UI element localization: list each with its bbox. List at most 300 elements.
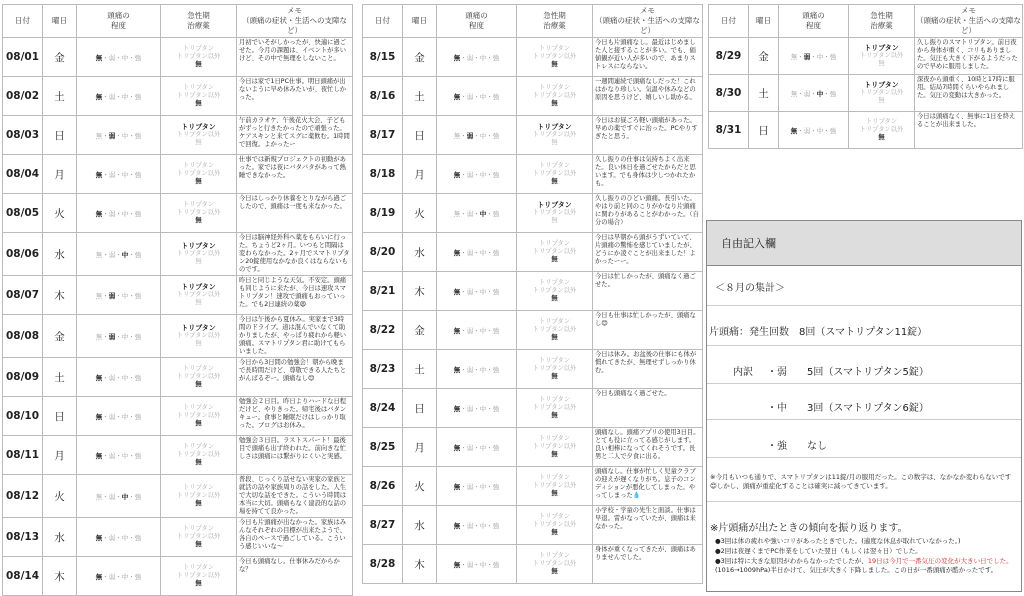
severity-option: 中 (121, 492, 129, 501)
memo-cell: 今日はお昼ごろ軽い頭痛があった。早めの薬ですぐに治った。PCやりすぎたと思う。 (593, 116, 703, 155)
med-triptan: トリプタン (181, 283, 216, 291)
date-cell: 08/04 (3, 155, 43, 194)
memo-cell: 深夜から頭重く、10時と17時に服用。結局7時間くらいやられました。気圧の変動は大きかった。 (915, 75, 1023, 112)
table-row (363, 194, 703, 233)
med-none: 無 (195, 100, 202, 107)
severity-option: 中 (479, 365, 487, 374)
severity-option: 中 (121, 332, 129, 341)
medication-cell (517, 545, 593, 584)
date-cell: 08/11 (3, 436, 43, 475)
med-none: 無 (195, 139, 202, 146)
med-triptan: トリプタン (182, 365, 215, 372)
medication-cell (517, 194, 593, 233)
med-none: 無 (551, 256, 558, 263)
dow-cell: 日 (43, 397, 77, 436)
medication-cell (161, 358, 237, 397)
severity-cell: 無・弱・中・強 (437, 116, 517, 155)
date-cell: 08/09 (3, 358, 43, 397)
dow-cell: 木 (403, 272, 437, 311)
med-triptan: トリプタン (182, 564, 215, 571)
severity-option: 無 (95, 250, 103, 259)
table-row (3, 358, 353, 397)
severity-option: 無 (453, 287, 461, 296)
date-cell: 08/01 (3, 38, 43, 77)
med-other: トリプタン以外 (176, 492, 221, 499)
severity-option: 強 (492, 53, 500, 62)
medication-cell (161, 233, 237, 276)
memo-cell: 勉強会３日目。ラストスパート！最後目で頭痛も出ず終われた。前向きな忙しさは頭痛には繋がりにくいと実感。 (237, 436, 353, 475)
med-triptan: トリプタン (181, 242, 216, 250)
memo-cell: 小学校・学童の先生と面談。仕事は早退。雷がなっていたが、頭痛は来なかった。 (593, 506, 703, 545)
date-cell: 08/13 (3, 518, 43, 557)
severity-cell: 無・弱・中・強 (77, 38, 161, 77)
med-other: トリプタン以外 (176, 53, 221, 60)
severity-option: 無 (453, 404, 461, 413)
date-cell: 8/17 (363, 116, 403, 155)
severity-option: 中 (479, 404, 487, 413)
medication-cell (517, 350, 593, 389)
header-dow: 曜日 (749, 5, 779, 38)
table-row (363, 38, 703, 77)
date-cell: 8/16 (363, 77, 403, 116)
date-cell: 08/03 (3, 116, 43, 155)
med-triptan: トリプタン (538, 162, 571, 169)
severity-option: 中 (121, 451, 129, 460)
severity-option: 中 (479, 443, 487, 452)
free-entry-section (706, 220, 1022, 592)
severity-option: 弱 (466, 482, 474, 491)
memo-cell: 今日は脳神経外科へ薬をもらいに行った。ちょうど2ヶ月。いつもと間隔は変わらなかった。2ヶ月でスマトリプタン20錠使用なかなか良くはならないものです。 (237, 233, 353, 276)
diary-table-2 (362, 4, 703, 584)
severity-option: 強 (492, 521, 500, 530)
memo-cell: 一週間連続で頭痛なしだった！これはかなり珍しい。気温や休みなどの原因を思うけど、嬉しいし助かる。 (593, 77, 703, 116)
severity-option: 無 (95, 533, 103, 542)
medication-cell (849, 38, 915, 75)
severity-option: 弱 (466, 248, 474, 257)
severity-option: 弱 (466, 521, 474, 530)
med-triptan: トリプタン (538, 513, 571, 520)
severity-option: 強 (492, 365, 500, 374)
medication-cell (517, 311, 593, 350)
dow-cell: 月 (403, 155, 437, 194)
date-cell: 08/14 (3, 557, 43, 596)
severity-cell: 無・弱・中・強 (437, 467, 517, 506)
severity-cell: 無・弱・中・強 (437, 506, 517, 545)
table-row (3, 155, 353, 194)
dow-cell: 水 (403, 506, 437, 545)
severity-option: 弱 (108, 412, 116, 421)
med-none: 無 (878, 134, 885, 141)
severity-option: 無 (453, 170, 461, 179)
med-triptan: トリプタン (864, 81, 899, 89)
table-row (709, 38, 1023, 75)
dow-cell: 土 (403, 77, 437, 116)
dow-cell: 火 (403, 467, 437, 506)
severity-option: 無 (95, 373, 103, 382)
medication-cell (161, 116, 237, 155)
severity-option: 弱 (108, 209, 116, 218)
severity-option: 無 (453, 92, 461, 101)
severity-option: 弱 (108, 332, 116, 341)
severity-option: 無 (95, 451, 103, 460)
severity-option: 強 (134, 451, 142, 460)
med-none: 無 (195, 61, 202, 68)
med-other: トリプタン以外 (532, 209, 577, 216)
memo-cell: 今日も頭痛なく過ごせた。 (593, 389, 703, 428)
severity-option: 弱 (466, 209, 474, 218)
severity-option: 中 (121, 92, 129, 101)
severity-option: 無 (95, 170, 103, 179)
tendency-2: ●2回は夜遅くまでPC作業をしていた翌日（もしくは翌々日）でした。 (715, 547, 922, 555)
severity-option: 強 (492, 170, 500, 179)
header-dow: 曜日 (403, 5, 437, 38)
dow-cell: 土 (749, 75, 779, 112)
med-triptan: トリプタン (182, 484, 215, 491)
dow-cell: 土 (43, 77, 77, 116)
severity-option: 強 (492, 443, 500, 452)
medication-cell (517, 428, 593, 467)
dow-cell: 木 (403, 545, 437, 584)
med-none: 無 (195, 500, 202, 507)
med-none: 無 (551, 334, 558, 341)
table-row (363, 389, 703, 428)
severity-option: 弱 (466, 287, 474, 296)
date-cell: 08/07 (3, 276, 43, 315)
severity-option: 中 (121, 131, 129, 140)
tendency-3 (715, 557, 1015, 575)
dow-cell: 火 (43, 475, 77, 518)
med-none: 無 (195, 178, 202, 185)
summary-note: ※今月もいつも通りで、スマトリプタンは11錠/月の服用だった。この数字は、なかなか変わらないです😊しかし、頭痛が重症化することは確実に減ってきています。 (710, 473, 1012, 490)
severity-option: 中 (479, 248, 487, 257)
med-none: 無 (195, 217, 202, 224)
med-none: 無 (551, 139, 558, 146)
medication-cell (161, 77, 237, 116)
memo-cell: 頭痛なし。仕事が忙しく児童クラブの迎えが遅くなりがち。息子のコンディションが悪化してしまった。やってしまった💧 (593, 467, 703, 506)
severity-cell: 無・弱・中・強 (437, 350, 517, 389)
breakdown-label: 内訳 (733, 367, 753, 378)
severity-option: 無 (453, 482, 461, 491)
severity-option: 強 (134, 373, 142, 382)
memo-cell: 今日も仕事は忙しかったが、頭痛なし😊 (593, 311, 703, 350)
severity-cell: 無・弱・中・強 (77, 194, 161, 233)
med-none: 無 (551, 217, 558, 224)
medication-cell (517, 389, 593, 428)
severity-option: 強 (134, 492, 142, 501)
severity-option: 強 (134, 250, 142, 259)
severity-option: 無 (453, 131, 461, 140)
med-other: トリプタン以外 (532, 521, 577, 528)
header-severity: 頭痛の 程度 (779, 5, 849, 38)
memo-cell: 身体が重くなってきたが、頭痛はありませんでした。 (593, 545, 703, 584)
med-other: トリプタン以外 (532, 482, 577, 489)
dow-cell: 月 (403, 428, 437, 467)
severity-option: 弱 (803, 89, 811, 98)
header-date: 日付 (709, 5, 749, 38)
med-triptan: トリプタン (181, 324, 216, 332)
medication-cell (517, 272, 593, 311)
medication-cell (161, 38, 237, 77)
severity-option: 無 (95, 332, 103, 341)
memo-cell: 今日はしっかり休養をとりながら過ごしたので、頭痛は一度も来なかった。 (237, 194, 353, 233)
med-none: 無 (195, 381, 202, 388)
date-cell: 8/21 (363, 272, 403, 311)
severity-cell: 無・弱・中・強 (77, 557, 161, 596)
med-triptan: トリプタン (182, 45, 215, 52)
med-triptan: トリプタン (182, 525, 215, 532)
severity-option: 弱 (466, 365, 474, 374)
med-triptan: トリプタン (865, 118, 898, 125)
severity-option: 中 (479, 170, 487, 179)
table-row (3, 77, 353, 116)
med-triptan: トリプタン (182, 404, 215, 411)
dow-cell: 土 (43, 358, 77, 397)
severity-cell: 無・弱・中・強 (77, 436, 161, 475)
severity-cell: 無・弱・中・強 (779, 112, 849, 149)
medication-cell (849, 75, 915, 112)
severity-option: 強 (492, 482, 500, 491)
severity-option: 強 (492, 209, 500, 218)
med-none: 無 (878, 97, 885, 104)
severity-option: 強 (492, 248, 500, 257)
severity-option: 強 (134, 53, 142, 62)
memo-cell: 今日も片頭痛なし。最近はじめました人と接することが多い。でも、価値観が近い人が多いので、あまりストレスにならない。 (593, 38, 703, 77)
date-cell: 8/29 (709, 38, 749, 75)
severity-option: 中 (121, 170, 129, 179)
severity-option: 無 (453, 521, 461, 530)
memo-cell: 久し振りのひどい頭痛。長引いた。やはり前と同のこりがかなり片頭痛に関わりがあることがわかった。（自分の場合） (593, 194, 703, 233)
medication-cell (161, 276, 237, 315)
severity-option: 無 (95, 412, 103, 421)
medication-cell (161, 475, 237, 518)
severity-option: 強 (134, 412, 142, 421)
med-none: 無 (551, 100, 558, 107)
med-none: 無 (195, 459, 202, 466)
date-cell: 08/12 (3, 475, 43, 518)
med-none: 無 (551, 451, 558, 458)
table-row (3, 518, 353, 557)
severity-option: 中 (479, 53, 487, 62)
dow-cell: 月 (43, 155, 77, 194)
header-date: 日付 (363, 5, 403, 38)
severity-option: 無 (790, 89, 798, 98)
dow-cell: 金 (403, 38, 437, 77)
severity-option: 弱 (803, 52, 811, 61)
summary-weak: ・弱 5回（スマトリプタン5錠） (767, 367, 929, 378)
dow-cell: 水 (43, 518, 77, 557)
med-none: 無 (551, 490, 558, 497)
dow-cell: 金 (43, 315, 77, 358)
severity-cell: 無・弱・中・強 (437, 194, 517, 233)
med-other: トリプタン以外 (532, 560, 577, 567)
severity-option: 弱 (108, 373, 116, 382)
medication-cell (517, 116, 593, 155)
med-other: トリプタン以外 (532, 404, 577, 411)
medication-cell (161, 315, 237, 358)
table-row (363, 350, 703, 389)
med-none: 無 (195, 580, 202, 587)
dow-cell: 火 (43, 194, 77, 233)
med-other: トリプタン以外 (176, 373, 221, 380)
header-medication: 急性期 治療薬 (161, 5, 237, 38)
memo-cell: 今日は忙しかったが、頭痛なく過ごせた。 (593, 272, 703, 311)
memo-cell: 普段、じっくり話せない実家の家族と就活の話や家族周りの話をした。人生で大切な話をできた。こういう時間は本当に大切。頭痛もなく建設的な話の場を持てて良かった。 (237, 475, 353, 518)
tendency-1: ●3回は体の疲れや強いコリがあったときでした。(適度な休息が取れていなかった。) (715, 537, 961, 545)
dow-cell: 水 (43, 233, 77, 276)
header-severity: 頭痛の 程度 (437, 5, 517, 38)
memo-cell: 昨日と同じような天気。不安定。頭痛も同じように来たが、今日は速攻スマトリプタン！速攻で頭痛もおっていった。でも2日連続の薬😩 (237, 276, 353, 315)
summary-title: ＜８月の集計＞ (715, 283, 785, 294)
med-none: 無 (195, 420, 202, 427)
med-other: トリプタン以外 (532, 53, 577, 60)
table-row (363, 155, 703, 194)
severity-option: 中 (479, 482, 487, 491)
memo-cell: 久し振りのスマトリプタン。前日夜から身体が重く、コリもありました。気圧も大きく下がるようだったので早めに服用しました。 (915, 38, 1023, 75)
med-none: 無 (878, 60, 885, 67)
header-severity: 頭痛の 程度 (77, 5, 161, 38)
med-other: トリプタン以外 (176, 533, 221, 540)
dow-cell: 金 (403, 311, 437, 350)
severity-option: 強 (492, 287, 500, 296)
free-entry-title: 自由記入欄 (707, 221, 1021, 266)
memo-cell: 今日は頭痛なく、無事に1日を終えることが出来ました。 (915, 112, 1023, 149)
dow-cell: 月 (43, 436, 77, 475)
severity-option: 強 (829, 126, 837, 135)
med-none: 無 (551, 373, 558, 380)
summary-mid: ・中 3回（スマトリプタン6錠） (767, 403, 929, 414)
table-row (3, 397, 353, 436)
severity-option: 中 (479, 521, 487, 530)
severity-option: 中 (479, 326, 487, 335)
severity-option: 強 (134, 131, 142, 140)
med-other: トリプタン以外 (532, 326, 577, 333)
severity-option: 中 (479, 131, 487, 140)
severity-option: 弱 (108, 492, 116, 501)
med-triptan: トリプタン (538, 435, 571, 442)
med-triptan: トリプタン (182, 201, 215, 208)
med-other: トリプタン以外 (859, 126, 904, 133)
dow-cell: 木 (43, 557, 77, 596)
med-none: 無 (195, 258, 202, 265)
severity-cell: 無・弱・中・強 (437, 155, 517, 194)
severity-option: 弱 (466, 326, 474, 335)
date-cell: 8/15 (363, 38, 403, 77)
date-cell: 8/26 (363, 467, 403, 506)
tendency-3b: 19日は今月で一番気圧の変化が大きい日でした。 (867, 557, 1013, 565)
severity-option: 中 (121, 291, 129, 300)
med-other: トリプタン以外 (532, 170, 577, 177)
tendency-title: ※片頭痛が出たときの傾向を振り返ります。 (710, 523, 908, 534)
tendency-3c: (1016→1009hPa)半日かけて、気圧が大きく下降しました。この日が一番 (715, 566, 933, 574)
memo-cell: 仕事では新規プロジェクトの初動があった。家では夜にバタバタがあって熱睡できなかった。 (237, 155, 353, 194)
med-other: トリプタン以外 (532, 287, 577, 294)
memo-cell: 今日は早朝から頭がうずいていて、片頭痛の驚怖を感じていましたが、どうにか凌ぐことが出来ました！よかったーー。 (593, 233, 703, 272)
table-row (363, 116, 703, 155)
severity-option: 弱 (108, 131, 116, 140)
med-other: トリプタン以外 (532, 131, 577, 138)
date-cell: 8/30 (709, 75, 749, 112)
severity-cell: 無・弱・中・強 (437, 272, 517, 311)
medication-cell (161, 194, 237, 233)
date-cell: 08/05 (3, 194, 43, 233)
severity-option: 弱 (466, 53, 474, 62)
severity-option: 無 (95, 492, 103, 501)
memo-cell: 今日は家で1日PC仕事。明日頭痛が出ないように早め休みたいが、夜忙しかった。 (237, 77, 353, 116)
severity-option: 無 (95, 92, 103, 101)
med-other: トリプタン以外 (176, 332, 221, 339)
severity-option: 弱 (108, 572, 116, 581)
memo-cell: 月初でいそがしかったが、快適に過ごせた。今月の課題は、イベントが多いけど、その中で無理をしないこと。 (237, 38, 353, 77)
severity-option: 中 (121, 250, 129, 259)
med-other: トリプタン以外 (176, 291, 221, 298)
table-row (709, 75, 1023, 112)
dow-cell: 日 (403, 389, 437, 428)
med-other: トリプタン以外 (176, 250, 221, 257)
table-row (709, 112, 1023, 149)
med-other: トリプタン以外 (176, 209, 221, 216)
medication-cell (161, 436, 237, 475)
medication-cell (161, 397, 237, 436)
severity-cell: 無・弱・中・強 (77, 77, 161, 116)
memo-cell: 勉強会２日目。昨日よりハードな日程だけど、やりきった。帰宅後はバタンキュー。食事と睡眠だけはしっかり取った。ブログはお休み。 (237, 397, 353, 436)
medication-cell (517, 155, 593, 194)
severity-option: 中 (121, 373, 129, 382)
severity-option: 強 (134, 291, 142, 300)
med-triptan: トリプタン (538, 45, 571, 52)
header-medication: 急性期 治療薬 (849, 5, 915, 38)
med-other: トリプタン以外 (532, 248, 577, 255)
med-triptan: トリプタン (538, 240, 571, 247)
table-row (363, 77, 703, 116)
severity-cell: 無・弱・中・強 (77, 233, 161, 276)
med-other: トリプタン以外 (532, 443, 577, 450)
severity-option: 弱 (108, 451, 116, 460)
med-triptan: トリプタン (538, 396, 571, 403)
table-row (3, 38, 353, 77)
severity-option: 無 (453, 560, 461, 569)
severity-option: 中 (121, 533, 129, 542)
severity-option: 無 (453, 365, 461, 374)
medication-cell (849, 112, 915, 149)
severity-option: 弱 (466, 92, 474, 101)
dow-cell: 日 (43, 116, 77, 155)
med-other: トリプタン以外 (859, 89, 904, 96)
severity-option: 中 (121, 209, 129, 218)
severity-cell: 無・弱・中・強 (437, 77, 517, 116)
severity-cell: 無・弱・中・強 (437, 311, 517, 350)
medication-cell (161, 518, 237, 557)
table-row (363, 506, 703, 545)
med-other: トリプタン以外 (176, 92, 221, 99)
dow-cell: 水 (403, 233, 437, 272)
dow-cell: 金 (749, 38, 779, 75)
severity-cell: 無・弱・中・強 (77, 358, 161, 397)
severity-cell: 無・弱・中・強 (77, 155, 161, 194)
med-none: 無 (195, 541, 202, 548)
diary-table-3 (708, 4, 1023, 149)
severity-option: 強 (492, 92, 500, 101)
med-other: トリプタン以外 (176, 131, 221, 138)
summary-strong: ・強 なし (767, 441, 827, 452)
dow-cell: 日 (749, 112, 779, 149)
severity-cell: 無・弱・中・強 (77, 116, 161, 155)
table-row (3, 116, 353, 155)
dow-cell: 木 (43, 276, 77, 315)
dow-cell: 火 (403, 194, 437, 233)
severity-cell: 無・弱・中・強 (437, 389, 517, 428)
severity-option: 強 (492, 326, 500, 335)
med-none: 無 (195, 299, 202, 306)
